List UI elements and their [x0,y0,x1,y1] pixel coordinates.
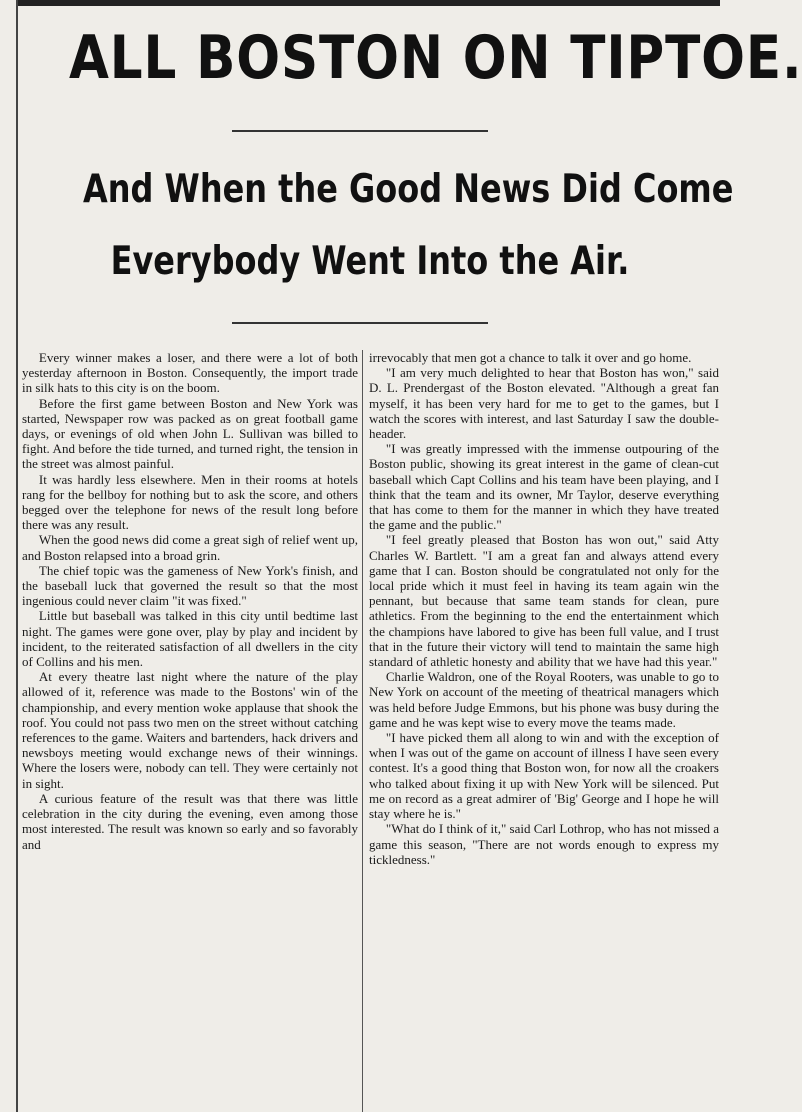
divider-rule-1 [232,130,488,132]
paragraph: "I am very much delighted to hear that Boston has won," said D. L. Prendergast of the Boston elevated. "Although a great fan myself, it has been very hard for me to get to the games, but I watch the scores with interest, and last Saturday I saw the double-header. [369,365,719,442]
paragraph: "I feel greatly pleased that Boston has won out," said Atty Charles W. Bartlett. "I am a great fan and always attend every game that I can. Boston should be congratulated not only for the local pride which it must feel in having its team again win the pennant, but because that same team stands for clean, pure athletics. From the beginning to the end the entertainment which the champions have labored to give has been full value, and I trust that in the future their victory will tend to maintain the same high standard of athletic honesty and ability that we have had this year." [369,532,719,670]
paragraph: Charlie Waldron, one of the Royal Rooters, was unable to go to New York on account of the meeting of theatrical managers which was held before Judge Emmons, but his phone was busy during the game and he was kept wise to every move the teams made. [369,669,719,730]
article-column-right [369,350,719,1112]
paragraph: The chief topic was the gameness of New York's finish, and the baseball luck that governed the result so that the most ingenious could never claim "it was fixed." [22,562,358,609]
paragraph: Little but baseball was talked in this city until bedtime last night. The games were gone over, play by play and incident by incident, to the reiterated satisfaction of all dwellers in the city of Collins and his men. [22,608,358,670]
paragraph: When the good news did come a great sigh of relief went up, and Boston relapsed into a broad grin. [22,532,358,563]
top-border [16,0,720,6]
divider-rule-2 [232,322,488,324]
deck-line-2: Everybody Went Into the Air. [110,239,630,284]
paragraph: Every winner makes a loser, and there were a lot of both yesterday afternoon in Boston. Consequently, the import trade in silk hats to this city is on the boom. [22,350,358,396]
paragraph: "I have picked them all along to win and with the exception of when I was out of the game on account of illness I have seen every contest. It's a good thing that Boston won, for now all the croakers who talked about fixing it up with New York will be silenced. Put me on record as a great admirer of 'Big' George and I hope he will stay where he is." [369,730,719,822]
article-column-left [22,350,358,1112]
paragraph: "I was greatly impressed with the immense outpouring of the Boston public, showing its great interest in the game of clean-cut baseball which Capt Collins and his team have been playing, and I think that the team and its owner, Mr Taylor, deserve everything that has come to them for the manner in which they have treated the game and the public." [369,441,719,533]
headline: ALL BOSTON ON TIPTOE. [69,23,802,93]
paragraph: It was hardly less elsewhere. Men in their rooms at hotels rang for the bellboy for nothing but to ask the score, and others begged over the telephone for news of the result long before there was any result. [22,471,358,533]
column-divider [362,350,363,1112]
deck-line-1: And When the Good News Did Come [83,167,734,212]
paragraph: At every theatre last night where the nature of the play allowed of it, reference was made to the Bostons' win of the championship, and every mention woke applause that shook the roof. You could not pass two men on the street without catching references to the game. Waiters and bartenders, hack drivers and newsboys meeting would exchange news of their winnings. Where the losers were, nobody can tell. They were certainly not in sight. [22,669,358,791]
paragraph: "What do I think of it," said Carl Lothrop, who has not missed a game this season, "There are not words enough to express my tickledness." [369,821,719,867]
paragraph: irrevocably that men got a chance to talk it over and go home. [369,350,692,365]
left-border [16,0,18,1112]
paragraph: A curious feature of the result was that there was little celebration in the city during the evening, even among those most interested. The result was known so early and so favorably and [22,790,358,852]
paragraph: Before the first game between Boston and New York was started, Newspaper row was packed as on great football game days, or evenings of old when John L. Sullivan was billed to fight. And before the tide turned, and turned right, the tension in the street was almost painful. [22,395,358,472]
